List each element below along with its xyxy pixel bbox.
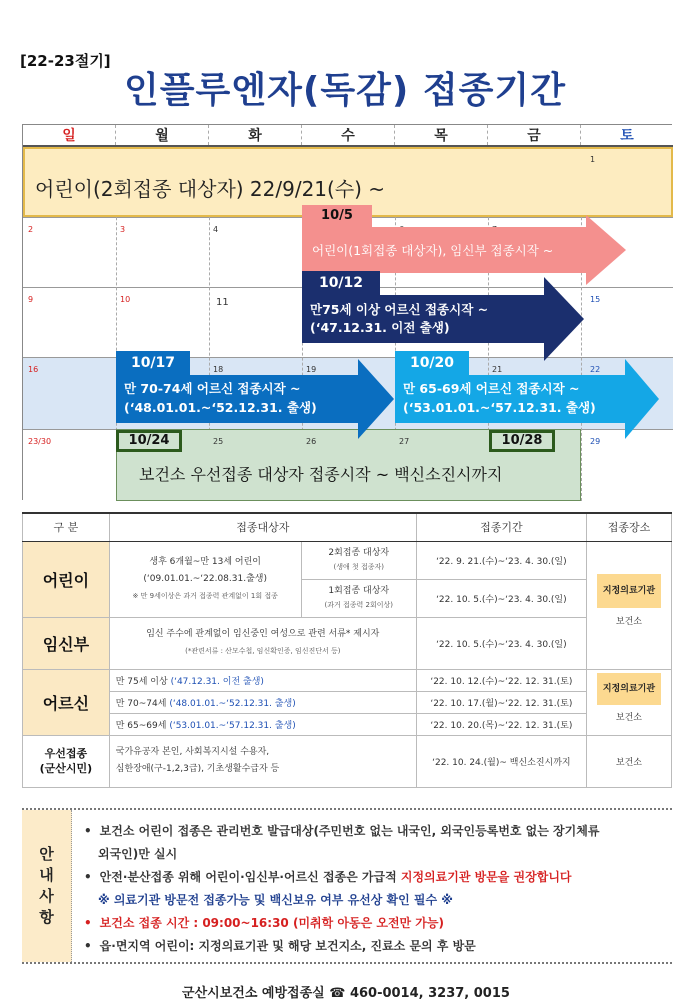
health-center-label: 보건소 (615, 617, 642, 627)
date-number: 21 (492, 365, 503, 374)
arrow-head (358, 359, 394, 439)
children-description (109, 541, 301, 617)
arrow-label-line2: (‘47.12.31. 이전 출생) (310, 320, 450, 335)
priority-end-date: 10/28 (489, 430, 555, 452)
two-dose-period: ‘22. 9. 21.(수)~‘23. 4. 30.(일) (416, 541, 586, 579)
weekday-thu: 목 (395, 125, 488, 145)
col-header-target: 접종대상자 (109, 513, 416, 541)
arrow-seniors-70 (116, 351, 396, 443)
arrow-label-line2: (‘48.01.01.~‘52.12.31. 출생) (124, 400, 317, 415)
category-pregnant: 임신부 (23, 617, 110, 669)
season-label: [22-23절기] (20, 52, 111, 70)
date-number: 11 (216, 297, 229, 308)
date-number: 15 (590, 295, 601, 304)
arrow-date-tab: 10/17 (116, 351, 190, 375)
senior-period: ‘22. 10. 20.(목)~‘22. 12. 31.(토) (416, 713, 586, 735)
notice-body (72, 810, 672, 962)
category-children: 어린이 (23, 541, 110, 617)
priority-desc-line1: 국가유공자 본인, 사회복지시설 수용자, (115, 747, 270, 757)
senior-row-75 (109, 669, 416, 691)
col-header-place: 접종장소 (586, 513, 671, 541)
arrow-head (544, 277, 584, 361)
arrow-date-tab: 10/20 (395, 351, 469, 375)
notice-item-1: • 보건소 어린이 접종은 관리번호 발급대상(주민번호 없는 내국인, 외국인등록번호 없는 장기체류 (84, 820, 666, 843)
notice-box (22, 808, 672, 964)
children-age: 생후 6개월~만 13세 어린이 (149, 556, 261, 567)
notice-item-2-note: ※ 의료기관 방문전 접종가능 및 백신보유 여부 유선상 확인 필수 ※ (98, 893, 453, 907)
contact-footer: 군산시보건소 예방접종실 ☎ 460-0014, 3237, 0015 (182, 986, 510, 1000)
senior-birth: (‘47.12.31. 이전 출생) (170, 676, 264, 687)
weekday-tue: 화 (209, 125, 302, 145)
notice-title-char: 내 (39, 866, 54, 884)
senior-age: 만 70~74세 (115, 698, 167, 709)
one-dose-period: ‘22. 10. 5.(수)~‘23. 4. 30.(일) (416, 579, 586, 617)
arrow-seniors-65 (395, 351, 659, 443)
col-header-period: 접종기간 (416, 513, 586, 541)
category-seniors: 어르신 (23, 669, 110, 735)
weekday-sun: 일 (23, 125, 116, 145)
priority-place: 보건소 (586, 735, 671, 787)
designated-clinic-badge: 지정의료기관 (597, 673, 661, 705)
place-seniors (586, 669, 671, 735)
date-number: 29 (590, 437, 601, 446)
arrow-label-line1: 만 70-74세 어르신 접종시작 ~ (124, 381, 301, 396)
arrow-head (625, 359, 659, 439)
senior-period: ‘22. 10. 17.(월)~‘22. 12. 31.(토) (416, 691, 586, 713)
arrow-seniors-75 (302, 271, 584, 363)
category-priority (23, 735, 110, 787)
pregnant-description (109, 617, 416, 669)
senior-birth: (‘53.01.01.~‘57.12.31. 출생) (169, 720, 296, 731)
notice-item-2-emphasis: 지정의료기관 방문을 권장합니다 (400, 870, 572, 884)
priority-label-sub: (군산시민) (39, 762, 93, 775)
date-number: 4 (213, 225, 219, 234)
weekday-fri: 금 (488, 125, 581, 145)
notice-title-char: 항 (39, 908, 54, 926)
date-number: 22 (590, 365, 601, 374)
notice-title (22, 810, 72, 962)
date-number: 10 (120, 295, 131, 304)
arrow-label-line2: (‘53.01.01.~‘57.12.31. 출생) (403, 400, 596, 415)
weekday-mon: 월 (116, 125, 209, 145)
page-title: 인플루엔자(독감) 접종기간 (124, 70, 566, 111)
health-center-label: 보건소 (615, 713, 642, 723)
children-two-dose-text: 어린이(2회접종 대상자) 22/9/21(수) ~ (35, 177, 386, 201)
priority-band-text: 보건소 우선접종 대상자 접종시작 ~ 백신소진시까지 (139, 465, 503, 484)
children-note: ※ 만 9세이상은 과거 접종력 관계없이 1회 접종 (132, 591, 278, 600)
date-number: 16 (28, 365, 39, 374)
notice-title-char: 사 (39, 887, 54, 905)
notice-item-2 (84, 866, 666, 889)
date-number: 9 (28, 295, 34, 304)
one-dose-target (301, 579, 416, 617)
arrow-label: 어린이(1회접종 대상자), 임신부 접종시작 ~ (312, 243, 554, 258)
designated-clinic-badge: 지정의료기관 (597, 574, 661, 608)
two-dose-label: 2회접종 대상자 (328, 548, 390, 558)
priority-description (109, 735, 416, 787)
priority-label: 우선접종 (44, 747, 88, 760)
two-dose-target (301, 541, 416, 579)
senior-period: ‘22. 10. 12.(수)~‘22. 12. 31.(토) (416, 669, 586, 691)
pregnant-desc: 임신 주수에 관계없이 임신중인 여성으로 관련 서류* 제시자 (146, 629, 380, 639)
date-number: 1 (590, 155, 596, 164)
date-number: 23/30 (28, 437, 52, 446)
date-number: 2 (28, 225, 34, 234)
col-header-category: 구 분 (23, 513, 110, 541)
place-children-pregnant (586, 541, 671, 669)
senior-row-65 (109, 713, 416, 735)
date-number: 26 (306, 437, 317, 446)
priority-period: ‘22. 10. 24.(월)~ 백신소진시까지 (416, 735, 586, 787)
arrow-head (586, 215, 626, 285)
date-number: 3 (120, 225, 126, 234)
notice-item-3: • 보건소 접종 시간 : 09:00~16:30 (미취학 아동은 오전만 가능) (84, 912, 666, 935)
weekday-sat: 토 (620, 128, 634, 144)
senior-row-70 (109, 691, 416, 713)
priority-desc-line2: 심한장애(구-1,2,3급), 기초생활수급자 등 (115, 764, 280, 774)
senior-age: 만 65~69세 (115, 720, 167, 731)
notice-item-4: • 읍·면지역 어린이: 지정의료기관 및 해당 보건지소, 진료소 문의 후 방문 (84, 935, 666, 958)
notice-title-char: 안 (39, 845, 54, 863)
arrow-date-tab: 10/5 (302, 205, 372, 227)
senior-age: 만 75세 이상 (115, 676, 168, 687)
arrow-date-tab: 10/12 (302, 271, 380, 295)
notice-item-1-cont: 외국인)만 실시 (98, 847, 178, 861)
notice-item-2-text: 안전·분산접종 위해 어린이·임신부·어르신 접종은 가급적 (99, 870, 401, 884)
date-number: 18 (213, 365, 224, 374)
pregnant-docs: (*관련서류 : 산모수첩, 임신확인증, 임신진단서 등) (185, 647, 341, 655)
one-dose-label: 1회접종 대상자 (328, 586, 390, 596)
vaccination-info-table (22, 512, 672, 788)
priority-start-date: 10/24 (116, 430, 182, 452)
one-dose-sub: (과거 접종력 2회이상) (324, 601, 393, 609)
weekday-wed: 수 (302, 125, 395, 145)
date-number: 19 (306, 365, 317, 374)
vaccination-calendar (22, 124, 672, 500)
weekday-header (23, 125, 673, 147)
pregnant-period: ‘22. 10. 5.(수)~‘23. 4. 30.(일) (416, 617, 586, 669)
senior-birth: (‘48.01.01.~‘52.12.31. 출생) (169, 698, 296, 709)
arrow-label-line1: 만 65-69세 어르신 접종시작 ~ (403, 381, 580, 396)
date-number: 27 (399, 437, 410, 446)
two-dose-sub: (생애 첫 접종자) (333, 563, 384, 571)
arrow-label-line1: 만75세 이상 어르신 접종시작 ~ (310, 302, 489, 317)
date-number: 25 (213, 437, 224, 446)
children-birth: (‘09.01.01.~‘22.08.31.출생) (143, 573, 267, 584)
